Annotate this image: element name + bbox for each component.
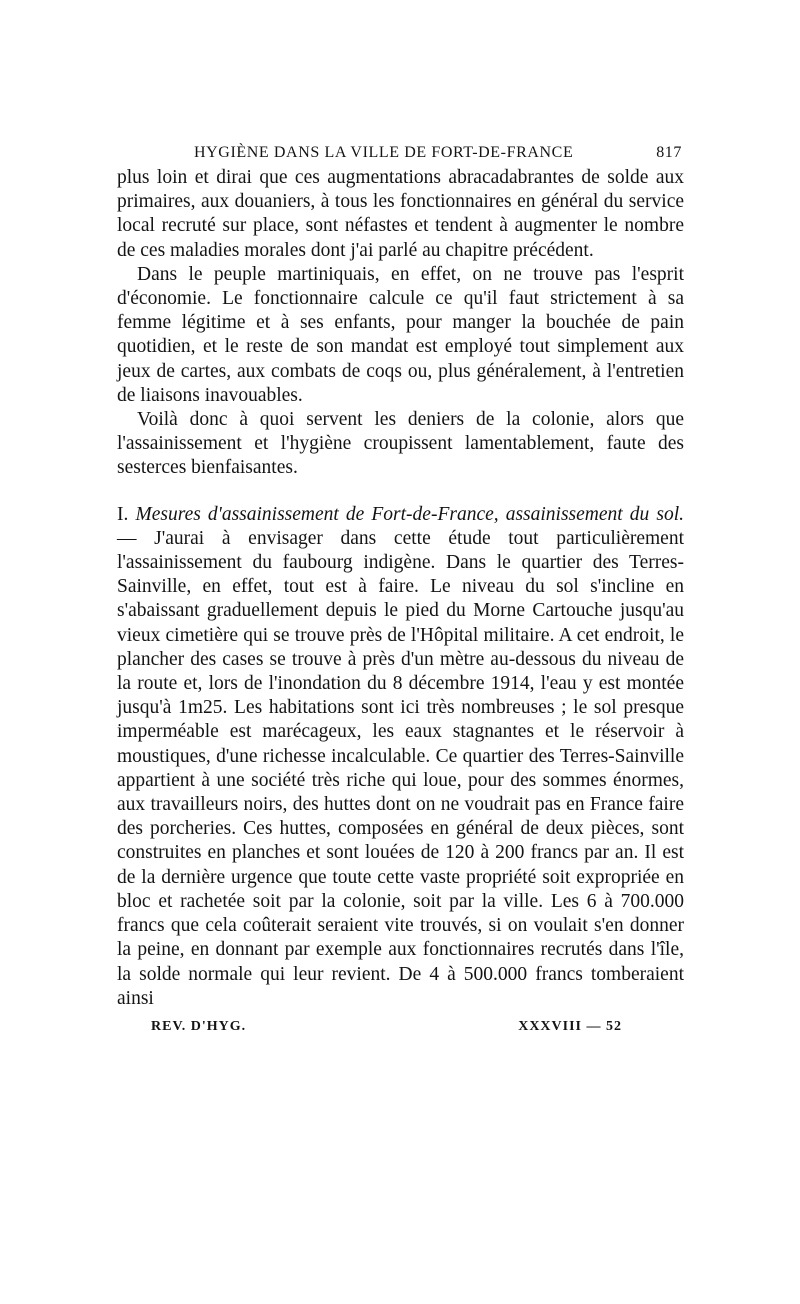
body-text — [117, 166, 684, 1011]
section-assainissement — [117, 503, 684, 1011]
running-header — [117, 138, 684, 166]
paragraph-deniers: Voilà donc à quoi servent les deniers de la colonie, alors que l'assainissement et l'hygiène croupissent lamentablement, faute des sesterces bienfaisantes. — [117, 409, 684, 479]
section-title: Mesures d'assainissement de Fort-de-France, assainissement du sol. — [135, 503, 684, 525]
paragraph-martiniquais: Dans le peuple martiniquais, en effet, on ne trouve pas l'esprit d'économie. Le fonctionnaire calcule ce qu'il faut strictement à sa femme légitime et à ses enfants, pour manger la bouchée de pain quotidien, et le reste de son mandat est employé tout simplement aux jeux de cartes, aux combats de coqs ou, plus généralement, à l'entretien de liaisons inavouables. — [117, 263, 684, 406]
running-title: HYGIÈNE DANS LA VILLE DE FORT-DE-FRANCE — [194, 144, 574, 161]
page-footer — [117, 1019, 684, 1043]
section-paragraph — [117, 503, 684, 1011]
document-page — [117, 138, 684, 1043]
section-number: I. — [117, 503, 129, 525]
volume-signature: XXXVIII — 52 — [518, 1018, 622, 1034]
section-text: — J'aurai à envisager dans cette étude tout particulièrement l'assainissement du faubourg indigène. Dans le quartier des Terres-Sainville, en effet, tout est à faire. Le niveau du sol s'incline en s'abaissant graduellement depuis le pied du Morne Cartouche jusqu'au vieux cimetière qui se trouve près de l'Hôpital militaire. A cet endroit, le plancher des cases se trouve à près d'un mètre au-dessous du niveau de la route et, lors de l'inondation du 8 décembre 1914, l'eau y est montée jusqu'à 1m25. Les habitations sont ici très nombreuses ; le sol presque imperméable est marécageux, les eaux stagnantes et le réservoir à moustiques, d'une richesse incalculable. Ce quartier des Terres-Sainville appartient à une société très riche qui loue, pour des sommes énormes, aux travailleurs noirs, des huttes dont on ne voudrait pas en France faire des porcheries. Ces huttes, composées en général de deux pièces, sont construites en planches et sont louées de 120 à 200 francs par an. Il est de la dernière urgence que toute cette vaste propriété soit expropriée en bloc et rachetée soit par la colonie, soit par la ville. Les 6 à 700.000 francs que cela coûterait seraient vite trouvés, si on voulait s'en donner la peine, en donnant par exemple aux fonctionnaires recrutés dans l'île, la solde normale qui leur revient. De 4 à 500.000 francs tomberaient ainsi — [117, 527, 684, 1009]
paragraph-continuation: plus loin et dirai que ces augmentations abracadabrantes de solde aux primaires, aux douaniers, à tous les fonctionnaires en général du service local recruté sur place, sont néfastes et tendent à augmenter le nombre de ces maladies morales dont j'ai parlé au chapitre précédent. — [117, 167, 684, 261]
journal-abbreviation: REV. D'HYG. — [151, 1018, 247, 1034]
page-number: 817 — [656, 144, 682, 161]
